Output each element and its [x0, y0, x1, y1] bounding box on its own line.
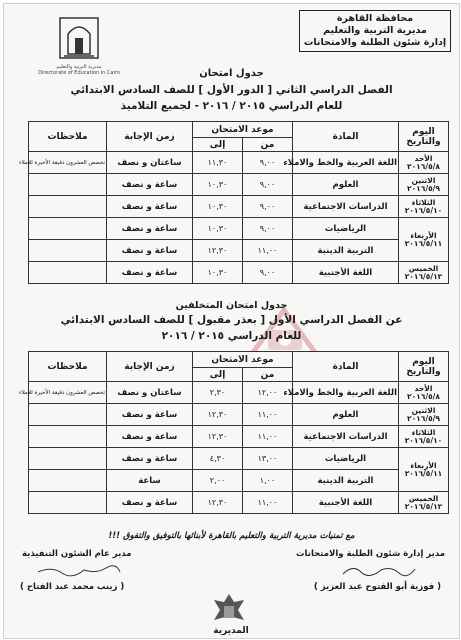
- logo-caption-en: Directorate of Education in Cairo: [38, 70, 120, 76]
- table-row: [29, 404, 449, 426]
- duration-cell: ساعة و نصف: [107, 262, 193, 284]
- time-from-cell: ١١,٠٠: [243, 492, 293, 514]
- subject-cell: التربية الدينية: [293, 240, 399, 262]
- notes-cell: [29, 426, 107, 448]
- day-date-cell: [399, 174, 449, 196]
- notes-cell: [29, 196, 107, 218]
- schedule2-title-2: عن الفصل الدراسي الأول [ بعذر مقبول ] للصف السادس الابتدائي: [60, 314, 403, 326]
- schedule1-title-3: للعام الدراسي ٢٠١٥ / ٢٠١٦ - لجميع التلاميذ: [120, 100, 343, 112]
- day-date-cell: [399, 404, 449, 426]
- time-to-cell: ١٢,٣٠: [193, 426, 243, 448]
- agency-line-directorate: مديرية التربية والتعليم: [323, 25, 427, 36]
- exam-schedule-document: [3, 3, 460, 639]
- header-to: إلى: [193, 368, 243, 382]
- exam-date: ٢٠١٦/٥/٩: [407, 183, 440, 193]
- left-signatory-name: ( زينب محمد عبد الفتاح ): [20, 582, 125, 592]
- header-time: موعد الامتحان: [193, 352, 293, 368]
- duration-cell: ساعة و نصف: [107, 404, 193, 426]
- duration-cell: ساعة و نصف: [107, 218, 193, 240]
- day-date-cell: [399, 262, 449, 284]
- table-row: [29, 174, 449, 196]
- time-from-cell: ١١,٠٠: [243, 240, 293, 262]
- subject-cell: الدراسات الاجتماعية: [293, 426, 399, 448]
- header-to: إلى: [193, 138, 243, 152]
- notes-cell: [29, 404, 107, 426]
- day-name: الخميس: [408, 493, 439, 503]
- day-name: الاثنين: [411, 405, 436, 415]
- day-date-cell: [399, 448, 449, 492]
- schedule1-title-2: الفصل الدراسي الثاني [ الدور الأول ] للصف السادس الابتدائي: [70, 84, 393, 96]
- agency-line-department: إدارة شئون الطلبة والامتحانات: [303, 37, 447, 48]
- header-from: من: [243, 368, 293, 382]
- time-to-cell: ٤,٣٠: [193, 448, 243, 470]
- day-name: الأربعاء: [410, 230, 437, 240]
- agency-header: [299, 10, 451, 52]
- subject-cell: العلوم: [293, 404, 399, 426]
- time-from-cell: ١١,٠٠: [243, 404, 293, 426]
- notes-cell: [29, 262, 107, 284]
- time-from-cell: ٩,٠٠: [243, 262, 293, 284]
- time-to-cell: ١٢,٣٠: [193, 404, 243, 426]
- header-time: موعد الامتحان: [193, 122, 293, 138]
- exam-date: ٢٠١٦/٥/١٠: [404, 205, 443, 215]
- left-signatory-title: مدير عام الشئون التنفيذية: [22, 549, 132, 559]
- subject-cell: اللغة الأجنبية: [293, 262, 399, 284]
- table-row: [29, 426, 449, 448]
- schedule1-table: [19, 121, 449, 284]
- time-to-cell: ١٠,٣٠: [193, 196, 243, 218]
- notes-cell: [29, 240, 107, 262]
- day-name: الأحد: [414, 383, 433, 393]
- day-date-cell: [399, 218, 449, 262]
- time-to-cell: ٢,٣٠: [193, 382, 243, 404]
- duration-cell: ساعة و نصف: [107, 492, 193, 514]
- day-name: الخميس: [408, 263, 439, 273]
- wishes-line: مع تمنيات مديرية التربية والتعليم بالقاهرة لأبنائها بالتوفيق والتفوق !!!: [108, 531, 355, 541]
- table-row: [29, 470, 449, 492]
- notes-cell: [29, 174, 107, 196]
- table-row: [29, 262, 449, 284]
- header-duration: زمن الإجابة: [107, 122, 193, 152]
- schedule1-title-1: جدول امتحان: [199, 68, 264, 79]
- table-row: [29, 152, 449, 174]
- exam-date: ٢٠١٦/٥/٨: [407, 391, 440, 401]
- table-row: [29, 448, 449, 470]
- duration-cell: ساعة و نصف: [107, 448, 193, 470]
- time-to-cell: ١٢,٣٠: [193, 240, 243, 262]
- eagle-seal-icon: [210, 590, 248, 630]
- header-duration: زمن الإجابة: [107, 352, 193, 382]
- time-from-cell: ١,٠٠: [243, 470, 293, 492]
- day-name: الأحد: [414, 153, 433, 163]
- header-subject: المادة: [293, 122, 399, 152]
- time-from-cell: ٩,٠٠: [243, 196, 293, 218]
- duration-cell: ساعة و نصف: [107, 196, 193, 218]
- day-date-cell: [399, 196, 449, 218]
- header-from: من: [243, 138, 293, 152]
- subject-cell: الرياضيات: [293, 218, 399, 240]
- notes-cell: [29, 448, 107, 470]
- directorate-logo-icon: [56, 16, 102, 62]
- table-row: [29, 240, 449, 262]
- notes-cell: [29, 470, 107, 492]
- subject-cell: اللغة العربية والخط والاملاء: [293, 152, 399, 174]
- time-to-cell: ١٠,٣٠: [193, 218, 243, 240]
- time-to-cell: ١٢,٣٠: [193, 492, 243, 514]
- left-signature-icon: [34, 564, 124, 578]
- notes-cell: [29, 492, 107, 514]
- day-name: الثلاثاء: [411, 197, 436, 207]
- day-date-cell: [399, 492, 449, 514]
- subject-cell: التربية الدينية: [293, 470, 399, 492]
- day-date-cell: [399, 426, 449, 448]
- duration-cell: ساعة: [107, 470, 193, 492]
- duration-cell: ساعتان و نصف: [107, 152, 193, 174]
- exam-date: ٢٠١٦/٥/٨: [407, 161, 440, 171]
- time-from-cell: ١١,٠٠: [243, 426, 293, 448]
- subject-cell: الدراسات الاجتماعية: [293, 196, 399, 218]
- day-date-cell: [399, 152, 449, 174]
- header-day: اليوم والتاريخ: [399, 352, 449, 382]
- subject-cell: العلوم: [293, 174, 399, 196]
- day-name: الثلاثاء: [411, 427, 436, 437]
- notes-cell: تخصص العشرون دقيقة الأخيرة للإملاء: [29, 152, 107, 174]
- right-signatory-name: ( فوزية أبو الفتوح عبد العزيز ): [313, 582, 441, 592]
- time-to-cell: ١١,٣٠: [193, 152, 243, 174]
- duration-cell: ساعتان و نصف: [107, 382, 193, 404]
- time-to-cell: ١٠,٣٠: [193, 174, 243, 196]
- time-from-cell: ٩,٠٠: [243, 174, 293, 196]
- time-from-cell: ١٢,٠٠: [243, 382, 293, 404]
- time-from-cell: ٩,٠٠: [243, 218, 293, 240]
- subject-cell: الرياضيات: [293, 448, 399, 470]
- schedule2-table: [19, 351, 449, 514]
- time-from-cell: ١٣,٠٠: [243, 448, 293, 470]
- day-date-cell: [399, 382, 449, 404]
- subject-cell: اللغة العربية والخط والاملاء: [293, 382, 399, 404]
- exam-date: ٢٠١٦/٥/١٢: [404, 501, 443, 511]
- exam-date: ٢٠١٦/٥/٩: [407, 413, 440, 423]
- schedule2-title-3: للعام الدراسي ٢٠١٥ / ٢٠١٦: [161, 330, 302, 342]
- table-row: [29, 196, 449, 218]
- time-to-cell: ١٠,٣٠: [193, 262, 243, 284]
- agency-line-governorate: محافظة القاهرة: [336, 13, 414, 24]
- day-name: الأربعاء: [410, 460, 437, 470]
- right-signatory-title: مدير إدارة شئون الطلبة والامتحانات: [296, 549, 445, 559]
- logo-caption-ar: مديرية التربية والتعليم: [56, 64, 102, 70]
- stamp-label: المديرية: [213, 626, 249, 636]
- time-to-cell: ٢,٠٠: [193, 470, 243, 492]
- notes-cell: [29, 218, 107, 240]
- duration-cell: ساعة و نصف: [107, 174, 193, 196]
- exam-date: ٢٠١٦/٥/١١: [404, 238, 443, 248]
- table-row: [29, 382, 449, 404]
- table-row: [29, 492, 449, 514]
- notes-cell: تخصص العشرون دقيقة الأخيرة للإملاء: [29, 382, 107, 404]
- exam-date: ٢٠١٦/٥/١١: [404, 468, 443, 478]
- right-signature-icon: [339, 564, 419, 578]
- header-notes: ملاحظات: [29, 352, 107, 382]
- duration-cell: ساعة و نصف: [107, 426, 193, 448]
- day-name: الاثنين: [411, 175, 436, 185]
- header-subject: المادة: [293, 352, 399, 382]
- header-day: اليوم والتاريخ: [399, 122, 449, 152]
- subject-cell: اللغة الأجنبية: [293, 492, 399, 514]
- header-notes: ملاحظات: [29, 122, 107, 152]
- exam-date: ٢٠١٦/٥/١٢: [404, 271, 443, 281]
- schedule2-title-1: جدول امتحان المتخلفين: [175, 300, 288, 311]
- duration-cell: ساعة و نصف: [107, 240, 193, 262]
- time-from-cell: ٩,٠٠: [243, 152, 293, 174]
- table-row: [29, 218, 449, 240]
- exam-date: ٢٠١٦/٥/١٠: [404, 435, 443, 445]
